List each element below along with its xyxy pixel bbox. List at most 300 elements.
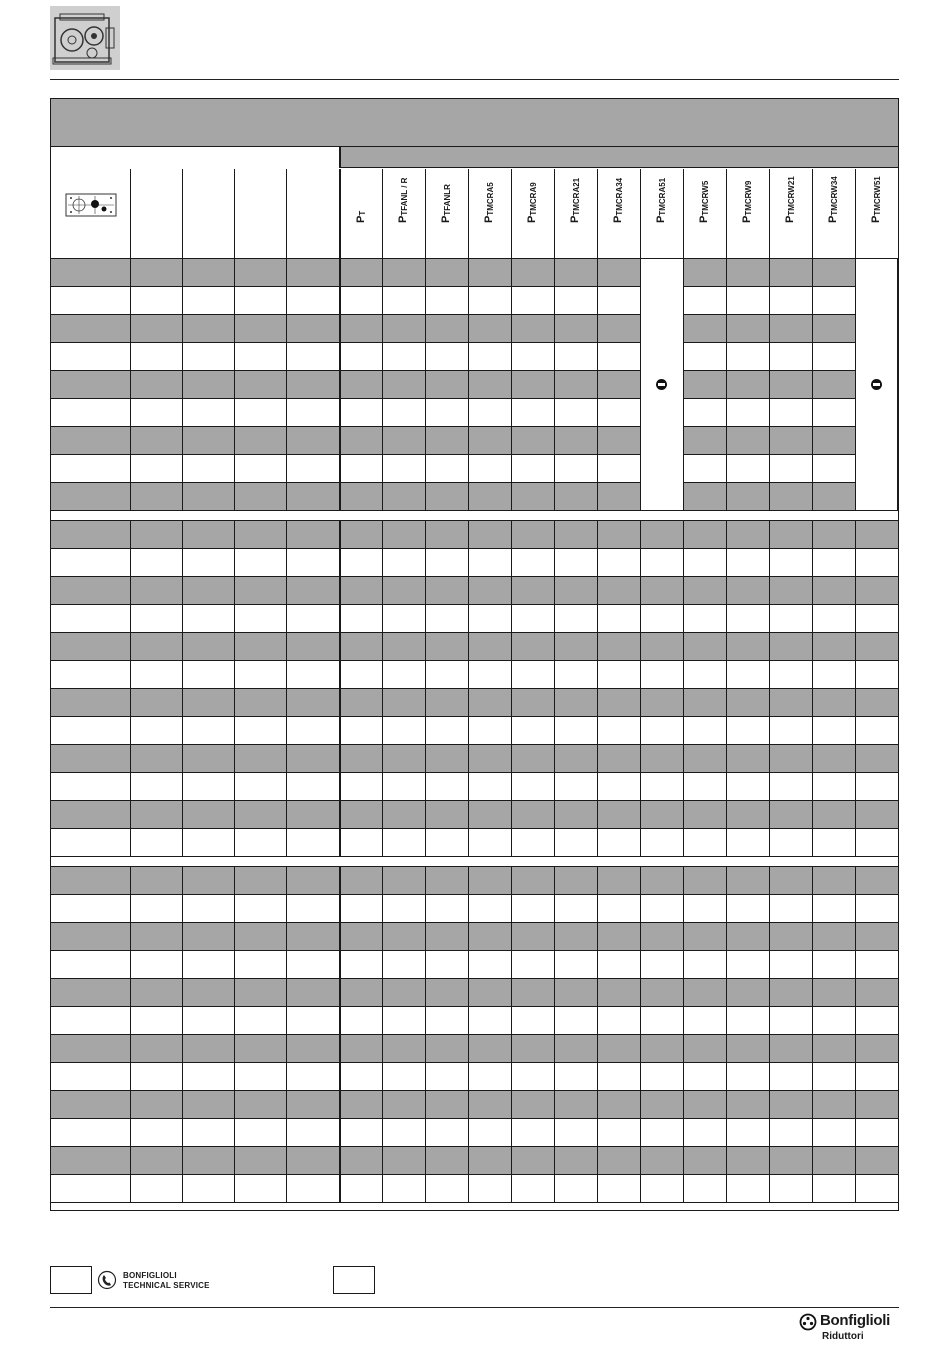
left-header-divider: [130, 169, 131, 259]
table-cell: [382, 1119, 383, 1146]
table-cell: [382, 521, 383, 548]
table-cell: [597, 483, 598, 510]
table-cell: [130, 1147, 131, 1174]
table-cell: [683, 801, 684, 828]
table-row: [51, 745, 898, 773]
table-row: [51, 867, 898, 895]
table-cell: [382, 829, 383, 856]
table-cell: [339, 1091, 341, 1118]
table-cell: [425, 483, 426, 510]
table-cell: [855, 745, 856, 772]
header-rule: [50, 79, 899, 80]
table-cell: [812, 661, 813, 688]
left-header-divider: [286, 169, 287, 259]
table-cell: [468, 689, 469, 716]
table-cell: [812, 259, 813, 286]
table-cell: [382, 633, 383, 660]
table-cell: [339, 315, 341, 342]
table-cell: [468, 1175, 469, 1202]
table-cell: [597, 455, 598, 482]
table-cell: [683, 1007, 684, 1034]
table-cell: [339, 549, 341, 576]
table-cell: [554, 1147, 555, 1174]
table-cell: [339, 1147, 341, 1174]
table-cell: [468, 633, 469, 660]
table-cell: [182, 745, 183, 772]
table-cell: [182, 829, 183, 856]
table-cell: [425, 1091, 426, 1118]
table-row: [51, 287, 898, 315]
table-cell: [769, 829, 770, 856]
table-cell: [286, 343, 287, 370]
table-cell: [425, 717, 426, 744]
table-cell: [130, 1063, 131, 1090]
table-cell: [769, 1063, 770, 1090]
column-header: [425, 169, 468, 259]
table-cell: [769, 315, 770, 342]
table-cell: [511, 801, 512, 828]
table-cell: [339, 427, 341, 454]
table-cell: [339, 287, 341, 314]
table-cell: [597, 633, 598, 660]
table-cell: [425, 577, 426, 604]
table-cell: [468, 895, 469, 922]
table-cell: [511, 661, 512, 688]
table-cell: [812, 1035, 813, 1062]
table-cell: [511, 521, 512, 548]
table-cell: [182, 801, 183, 828]
table-cell: [726, 549, 727, 576]
table-cell: [554, 1007, 555, 1034]
table-cell: [339, 829, 341, 856]
table-cell: [468, 1091, 469, 1118]
table-cell: [726, 521, 727, 548]
table-cell: [726, 923, 727, 950]
table-cell: [812, 343, 813, 370]
table-cell: [468, 259, 469, 286]
column-header-base: P: [741, 215, 753, 223]
table-cell: [769, 801, 770, 828]
table-cell: [511, 605, 512, 632]
table-cell: [726, 1175, 727, 1202]
table-cell: [769, 867, 770, 894]
table-cell: [726, 1035, 727, 1062]
column-header-base: P: [397, 215, 409, 223]
table-cell: [769, 521, 770, 548]
table-cell: [812, 951, 813, 978]
table-cell: [425, 951, 426, 978]
table-cell: [468, 343, 469, 370]
table-cell: [683, 867, 684, 894]
table-cell: [234, 1147, 235, 1174]
table-cell: [812, 1147, 813, 1174]
table-row: [51, 829, 898, 857]
table-cell: [286, 689, 287, 716]
table-cell: [511, 427, 512, 454]
table-row: [51, 483, 898, 511]
table-cell: [511, 343, 512, 370]
table-cell: [511, 773, 512, 800]
table-cell: [339, 773, 341, 800]
table-cell: [726, 1091, 727, 1118]
table-cell: [286, 371, 287, 398]
table-cell: [339, 1175, 341, 1202]
table-cell: [130, 923, 131, 950]
table-cell: [234, 689, 235, 716]
table-cell: [683, 605, 684, 632]
table-cell: [425, 287, 426, 314]
table-cell: [182, 287, 183, 314]
table-cell: [812, 633, 813, 660]
table-cell: [726, 689, 727, 716]
table-row: [51, 399, 898, 427]
table-cell: [468, 427, 469, 454]
table-cell: [597, 829, 598, 856]
table-cell: [812, 1063, 813, 1090]
table-cell: [683, 745, 684, 772]
table-cell: [640, 605, 641, 632]
table-cell: [726, 427, 727, 454]
table-cell: [554, 371, 555, 398]
table-cell: [769, 661, 770, 688]
brand-subtitle: Riduttori: [822, 1331, 864, 1342]
column-header-subscript: TMCRW51: [873, 176, 882, 216]
column-header-base: P: [655, 215, 667, 223]
table-cell: [855, 867, 856, 894]
table-cell: [769, 455, 770, 482]
table-cell: [554, 951, 555, 978]
table-row: [51, 1007, 898, 1035]
column-header-subscript: TMCRA21: [572, 177, 581, 216]
table-cell: [286, 549, 287, 576]
table-cell: [769, 287, 770, 314]
table-cell: [130, 951, 131, 978]
table-cell: [640, 1035, 641, 1062]
table-cell: [769, 427, 770, 454]
table-cell: [339, 661, 341, 688]
merged-cell: [855, 259, 898, 510]
table-cell: [130, 829, 131, 856]
table-row: [51, 979, 898, 1007]
table-cell: [554, 483, 555, 510]
table-cell: [234, 427, 235, 454]
table-cell: [382, 661, 383, 688]
table-cell: [640, 923, 641, 950]
column-header-base: P: [526, 215, 538, 223]
table-cell: [130, 745, 131, 772]
table-row: [51, 895, 898, 923]
table-cell: [468, 287, 469, 314]
table-cell: [597, 1007, 598, 1034]
table-cell: [683, 773, 684, 800]
table-cell: [234, 343, 235, 370]
table-cell: [425, 773, 426, 800]
table-cell: [130, 1035, 131, 1062]
table-cell: [182, 1147, 183, 1174]
table-cell: [597, 605, 598, 632]
table-cell: [640, 661, 641, 688]
table-cell: [286, 577, 287, 604]
table-cell: [726, 1063, 727, 1090]
table-cell: [182, 1035, 183, 1062]
table-cell: [425, 521, 426, 548]
table-cell: [812, 1091, 813, 1118]
table-cell: [726, 371, 727, 398]
table-cell: [468, 1063, 469, 1090]
table-cell: [234, 867, 235, 894]
table-cell: [855, 689, 856, 716]
table-cell: [234, 951, 235, 978]
table-cell: [554, 287, 555, 314]
table-cell: [511, 895, 512, 922]
column-header: [683, 169, 726, 259]
table-cell: [511, 867, 512, 894]
table-cell: [855, 633, 856, 660]
block-separator: [51, 511, 898, 521]
table-cell: [812, 455, 813, 482]
table-cell: [769, 689, 770, 716]
table-row: [51, 773, 898, 801]
table-cell: [726, 315, 727, 342]
table-cell: [511, 1007, 512, 1034]
table-cell: [769, 549, 770, 576]
table-cell: [425, 259, 426, 286]
table-cell: [339, 455, 341, 482]
table-cell: [597, 521, 598, 548]
table-cell: [812, 315, 813, 342]
table-cell: [855, 773, 856, 800]
table-cell: [554, 1119, 555, 1146]
table-cell: [286, 633, 287, 660]
table-cell: [769, 259, 770, 286]
table-cell: [855, 1147, 856, 1174]
table-cell: [597, 951, 598, 978]
table-cell: [234, 829, 235, 856]
table-cell: [286, 259, 287, 286]
table-cell: [130, 521, 131, 548]
table-cell: [425, 549, 426, 576]
table-cell: [182, 867, 183, 894]
table-cell: [182, 259, 183, 286]
table-cell: [683, 1119, 684, 1146]
table-cell: [182, 399, 183, 426]
table-cell: [812, 399, 813, 426]
table-cell: [812, 577, 813, 604]
table-cell: [234, 371, 235, 398]
table-cell: [339, 577, 341, 604]
table-cell: [286, 717, 287, 744]
table-cell: [339, 1063, 341, 1090]
table-cell: [769, 951, 770, 978]
table-cell: [339, 371, 341, 398]
table-cell: [234, 895, 235, 922]
table-cell: [382, 343, 383, 370]
table-cell: [234, 315, 235, 342]
table-cell: [726, 455, 727, 482]
table-cell: [726, 773, 727, 800]
table-cell: [382, 483, 383, 510]
table-cell: [339, 1119, 341, 1146]
table-row: [51, 717, 898, 745]
table-cell: [425, 1063, 426, 1090]
table-cell: [683, 829, 684, 856]
table-cell: [425, 923, 426, 950]
column-header-base: P: [870, 215, 882, 223]
column-header-base: P: [483, 215, 495, 223]
reference-box: [333, 1266, 375, 1294]
table-cell: [286, 1035, 287, 1062]
table-cell: [468, 521, 469, 548]
table-cell: [339, 399, 341, 426]
table-cell: [855, 979, 856, 1006]
table-cell: [812, 371, 813, 398]
table-cell: [468, 661, 469, 688]
table-cell: [597, 399, 598, 426]
table-cell: [597, 1175, 598, 1202]
table-cell: [130, 1007, 131, 1034]
table-cell: [554, 1091, 555, 1118]
column-header: [339, 169, 382, 259]
table-cell: [554, 689, 555, 716]
table-cell: [812, 427, 813, 454]
table-cell: [683, 979, 684, 1006]
table-cell: [425, 633, 426, 660]
table-cell: [683, 895, 684, 922]
table-cell: [554, 427, 555, 454]
table-cell: [812, 1175, 813, 1202]
table-cell: [726, 1147, 727, 1174]
bonfiglioli-logo-icon: [799, 1313, 817, 1331]
table-cell: [683, 923, 684, 950]
table-cell: [640, 1091, 641, 1118]
left-header-divider: [234, 169, 235, 259]
table-cell: [425, 1007, 426, 1034]
table-cell: [554, 633, 555, 660]
table-cell: [597, 343, 598, 370]
table-cell: [382, 427, 383, 454]
table-cell: [812, 745, 813, 772]
page-number-box: [50, 1266, 92, 1294]
table-cell: [640, 1175, 641, 1202]
table-row: [51, 1119, 898, 1147]
table-cell: [182, 661, 183, 688]
table-cell: [382, 371, 383, 398]
table-row: [51, 1063, 898, 1091]
table-row: [51, 577, 898, 605]
phone-icon: [97, 1270, 117, 1290]
table-cell: [234, 1007, 235, 1034]
table-cell: [640, 979, 641, 1006]
table-cell: [511, 689, 512, 716]
table-cell: [683, 689, 684, 716]
table-cell: [382, 259, 383, 286]
table-cell: [511, 923, 512, 950]
table-cell: [769, 399, 770, 426]
table-cell: [425, 371, 426, 398]
column-header-subscript: TFANLR: [443, 184, 452, 216]
table-cell: [234, 923, 235, 950]
table-cell: [182, 951, 183, 978]
table-cell: [855, 951, 856, 978]
table-cell: [286, 923, 287, 950]
table-cell: [468, 1147, 469, 1174]
table-cell: [234, 259, 235, 286]
table-cell: [597, 1035, 598, 1062]
table-cell: [812, 1119, 813, 1146]
column-header-base: P: [354, 215, 367, 223]
table-cell: [182, 1063, 183, 1090]
table-cell: [130, 689, 131, 716]
table-cell: [726, 399, 727, 426]
table-row: [51, 1091, 898, 1119]
table-cell: [511, 829, 512, 856]
table-cell: [597, 371, 598, 398]
column-header: [726, 169, 769, 259]
table-cell: [812, 689, 813, 716]
column-header: [855, 169, 898, 259]
table-cell: [286, 1091, 287, 1118]
table-cell: [425, 745, 426, 772]
table-row: [51, 549, 898, 577]
table-cell: [597, 867, 598, 894]
table-cell: [130, 1091, 131, 1118]
table-cell: [554, 343, 555, 370]
table-cell: [812, 829, 813, 856]
table-cell: [339, 689, 341, 716]
table-cell: [182, 717, 183, 744]
table-cell: [554, 895, 555, 922]
table-cell: [511, 1035, 512, 1062]
table-cell: [234, 549, 235, 576]
table-cell: [382, 979, 383, 1006]
table-cell: [382, 315, 383, 342]
gearbox-illustration-icon: [50, 6, 120, 70]
table-cell: [182, 483, 183, 510]
table-cell: [769, 1091, 770, 1118]
table-cell: [286, 829, 287, 856]
table-cell: [468, 455, 469, 482]
table-cell: [425, 427, 426, 454]
table-cell: [382, 867, 383, 894]
table-cell: [425, 1175, 426, 1202]
table-cell: [425, 455, 426, 482]
table-cell: [382, 549, 383, 576]
table-cell: [683, 1035, 684, 1062]
table-cell: [769, 577, 770, 604]
table-row: [51, 1175, 898, 1203]
table-cell: [468, 923, 469, 950]
table-cell: [234, 399, 235, 426]
table-cell: [382, 1035, 383, 1062]
table-cell: [769, 1147, 770, 1174]
table-cell: [468, 577, 469, 604]
table-cell: [597, 895, 598, 922]
table-cell: [130, 979, 131, 1006]
table-cell: [339, 867, 341, 894]
table-cell: [425, 829, 426, 856]
table-cell: [726, 633, 727, 660]
table-cell: [234, 773, 235, 800]
table-cell: [855, 1035, 856, 1062]
table-cell: [182, 773, 183, 800]
table-cell: [855, 895, 856, 922]
table-cell: [339, 745, 341, 772]
table-cell: [855, 549, 856, 576]
table-cell: [597, 427, 598, 454]
table-cell: [234, 605, 235, 632]
not-available-icon: [871, 379, 882, 390]
table-cell: [130, 371, 131, 398]
